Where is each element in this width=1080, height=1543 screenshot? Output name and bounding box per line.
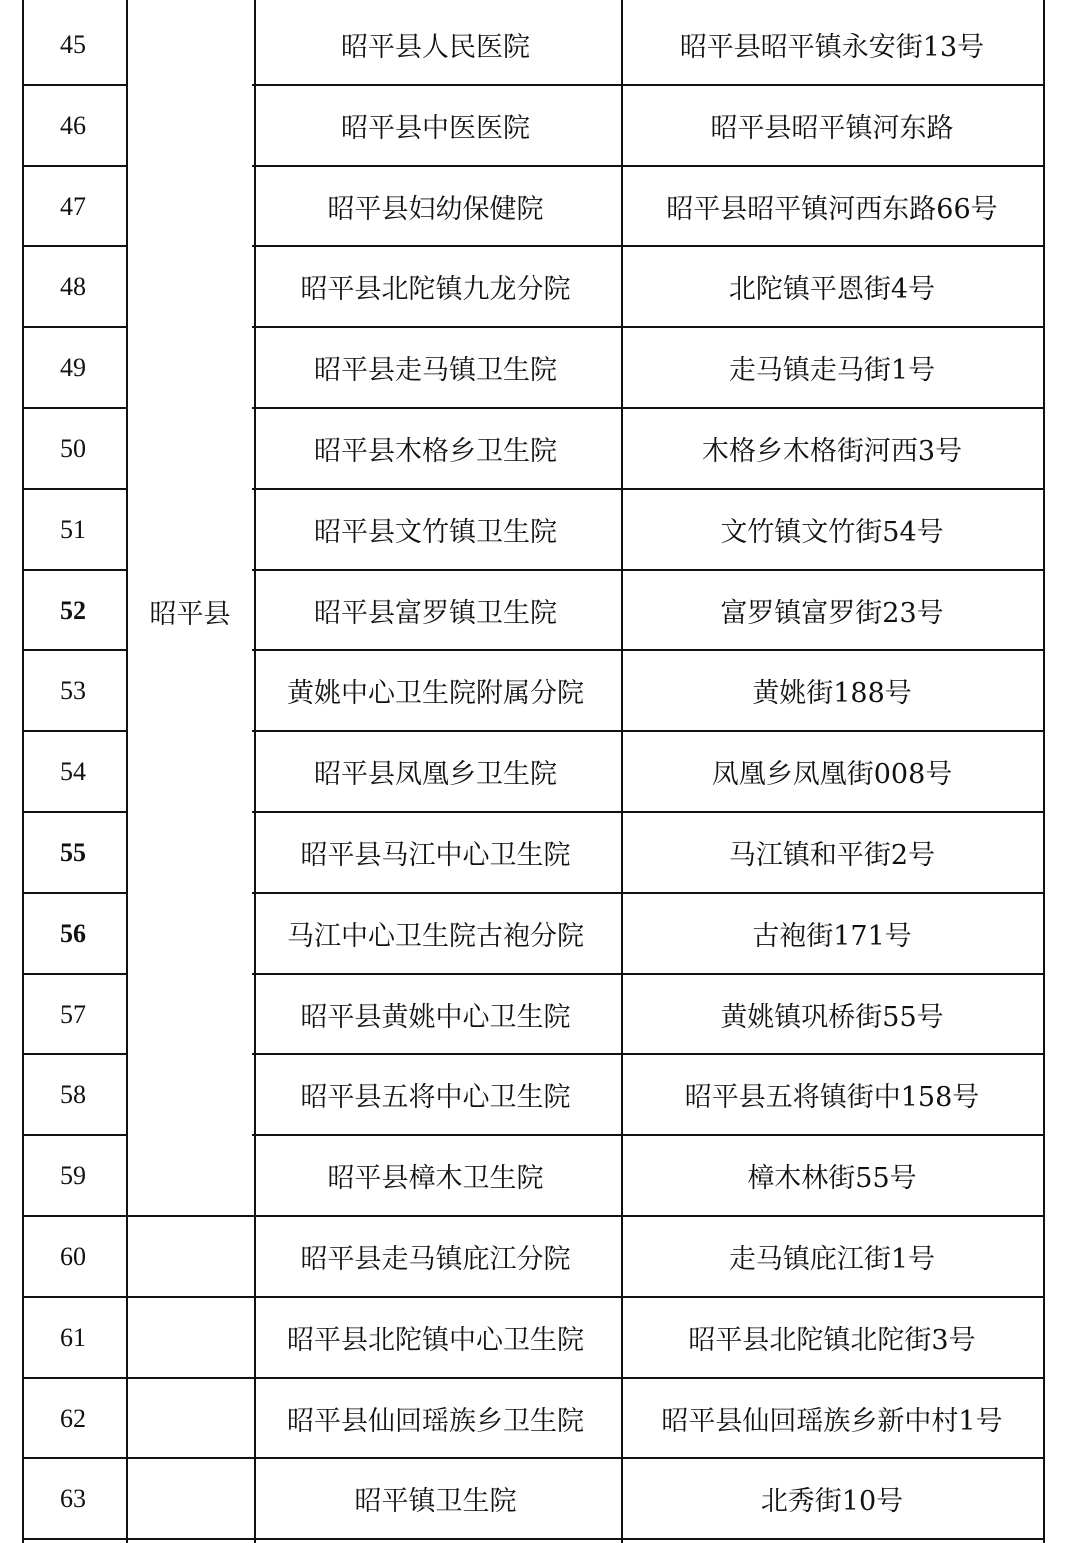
institution-name: 昭平县走马镇庇江分院 (300, 1244, 571, 1275)
institution-name: 马江中心卫生院古袍分院 (287, 921, 584, 952)
institution-address: 北秀街10号 (760, 1486, 904, 1517)
row-divider (22, 1538, 126, 1540)
institution-name: 昭平县凤凰乡卫生院 (314, 759, 557, 790)
institution-address: 凤凰乡凤凰街008号 (711, 759, 953, 790)
institution-address: 昭平县五将镇街中158号 (684, 1082, 980, 1113)
institution-address: 昭平县昭平镇河东路 (710, 113, 954, 144)
row-divider (124, 1377, 252, 1379)
institution-address: 古袍街171号 (752, 921, 912, 952)
row-divider (124, 1457, 252, 1459)
row-number: 60 (60, 1241, 86, 1271)
institution-address: 北陀镇平恩街4号 (728, 274, 936, 305)
institution-address: 昭平县昭平镇永安街13号 (679, 32, 985, 63)
row-number: 62 (60, 1403, 86, 1433)
institution-address: 木格乡木格街河西3号 (701, 436, 963, 467)
row-number: 50 (60, 433, 86, 463)
row-number: 59 (60, 1160, 86, 1190)
county-cell (128, 5, 252, 1217)
institution-name: 昭平县木格乡卫生院 (314, 436, 557, 467)
institution-name: 昭平县五将中心卫生院 (300, 1082, 571, 1113)
institution-address: 黄姚街188号 (752, 678, 912, 709)
institution-address: 昭平县昭平镇河西东路66号 (666, 194, 998, 225)
institution-address: 昭平县仙回瑶族乡新中村1号 (661, 1406, 1003, 1437)
institution-address: 文竹镇文竹街54号 (720, 517, 944, 548)
row-number: 61 (60, 1322, 86, 1352)
row-divider (252, 1538, 1045, 1540)
institution-name: 昭平县妇幼保健院 (327, 194, 544, 225)
row-number: 56 (60, 918, 86, 948)
institution-name: 昭平县文竹镇卫生院 (314, 517, 557, 548)
institution-name: 昭平镇卫生院 (354, 1486, 517, 1517)
row-number: 55 (60, 837, 86, 867)
row-number: 63 (60, 1483, 86, 1513)
institution-address: 昭平县北陀镇北陀街3号 (688, 1325, 976, 1356)
institution-name: 昭平县富罗镇卫生院 (314, 598, 557, 629)
institution-address: 走马镇庇江街1号 (728, 1244, 936, 1275)
institution-address: 富罗镇富罗街23号 (720, 598, 944, 629)
row-divider (124, 1538, 252, 1540)
institution-name: 昭平县走马镇卫生院 (314, 355, 557, 386)
institution-name: 昭平县北陀镇九龙分院 (300, 274, 571, 305)
institution-name: 昭平县黄姚中心卫生院 (300, 1002, 571, 1033)
institution-name: 昭平县樟木卫生院 (327, 1163, 544, 1194)
row-number: 46 (60, 110, 86, 140)
row-number: 45 (60, 29, 86, 59)
row-number: 58 (60, 1079, 86, 1109)
institution-name: 昭平县仙回瑶族乡卫生院 (287, 1406, 584, 1437)
row-number: 51 (60, 514, 86, 544)
institution-address: 马江镇和平街2号 (728, 840, 936, 871)
row-number: 52 (60, 595, 86, 625)
county-label: 昭平县 (149, 598, 231, 630)
institution-name: 昭平县人民医院 (341, 32, 530, 63)
row-number: 49 (60, 352, 86, 382)
institution-address: 走马镇走马街1号 (728, 355, 936, 386)
row-number: 53 (60, 675, 86, 705)
row-number: 57 (60, 999, 86, 1029)
institution-name: 昭平县马江中心卫生院 (300, 840, 571, 871)
row-number: 54 (60, 756, 86, 786)
row-number: 48 (60, 271, 86, 301)
row-number: 47 (60, 191, 86, 221)
row-divider (124, 1296, 252, 1298)
institution-address: 黄姚镇巩桥街55号 (720, 1002, 944, 1033)
institution-name: 黄姚中心卫生院附属分院 (287, 678, 584, 709)
institution-name: 昭平县北陀镇中心卫生院 (287, 1325, 584, 1356)
institution-address: 樟木林街55号 (747, 1163, 917, 1194)
institution-name: 昭平县中医医院 (341, 113, 530, 144)
